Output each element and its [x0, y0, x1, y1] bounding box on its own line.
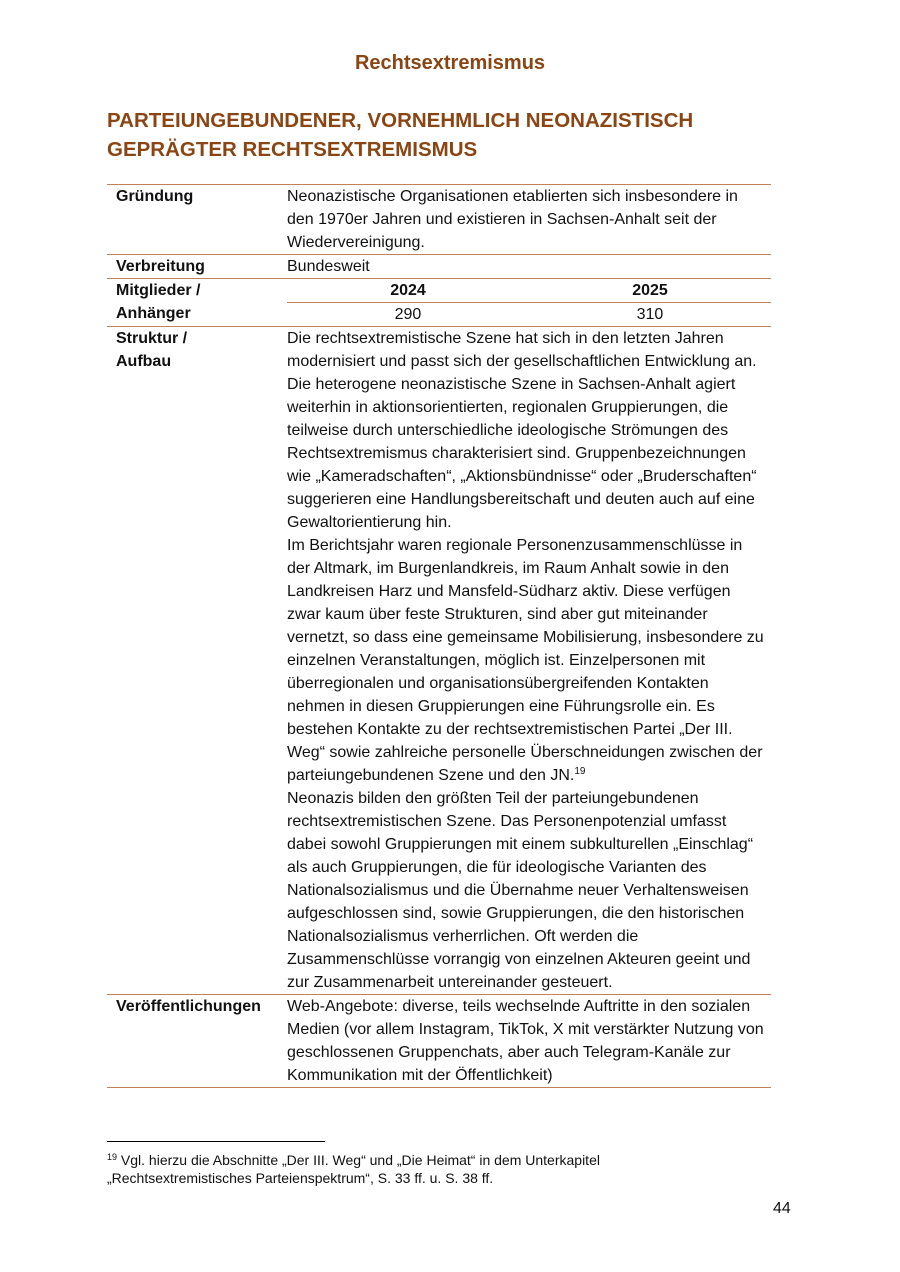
count-2025: 310: [636, 306, 664, 323]
struktur-label-line-1: Struktur /: [116, 330, 188, 347]
footnote-divider: [107, 1141, 325, 1142]
year-2025-header: 2025: [529, 279, 771, 303]
verbreitung-label: Verbreitung: [107, 255, 287, 279]
section-title: [107, 106, 787, 164]
section-title-line-1: PARTEIUNGEBUNDENER, VORNEHMLICH NEONAZISTISCH: [107, 109, 694, 132]
veroeffentlichungen-label: Veröffentlichungen: [107, 995, 287, 1088]
struktur-label-line-2: Aufbau: [116, 353, 172, 370]
table-row-verbreitung: [107, 255, 771, 279]
struktur-value: [287, 327, 771, 995]
struktur-paragraph-2-text: Im Berichtsjahr waren regionale Personenzusammenschlüsse in der Altmark, im Burgenlandkreis, im Raum Anhalt sowie in den Landkreisen Harz und Mansfeld-Südharz aktiv. Diese verfügen zwar kaum über feste Strukturen, sind aber gut miteinander vernetzt, so dass eine gemeinsame Mobilisierung, insbesondere zu einzelnen Veranstaltungen, möglich ist. Einzelpersonen mit überregionalen und organisationsübergreifenden Kontakten nehmen in diesen Gruppierungen eine Führungsrolle ein. Es bestehen Kontakte zu der rechtsextremistischen Partei „Der III. Weg“ sowie zahlreiche personelle Überschneidungen zwischen der parteiungebundenen Szene und den JN.: [287, 537, 764, 784]
table-row-veroeffentlichungen: [107, 995, 771, 1088]
verbreitung-value: Bundesweit: [287, 255, 771, 279]
mitglieder-label: [107, 279, 287, 327]
struktur-label: [107, 327, 287, 995]
struktur-paragraph-3: Neonazis bilden den größten Teil der parteiungebundenen rechtsextremistischen Szene. Das Personenpotenzial umfasst dabei sowohl Gruppierungen mit einem subkulturellen „Einschlag“ als auch Gruppierungen, die für ideologische Varianten des Nationalsozialismus und die Übernahme neuer Verhaltensweisen aufgeschlossen sind, sowie Gruppierungen, die den historischen Nationalsozialismus verherrlichen. Oft werden die Zusammenschlüsse vorrangig von einzelnen Akteuren geeint und zur Zusammenarbeit untereinander gesteuert.: [287, 790, 754, 991]
chapter-header: Rechtsextremismus: [354, 52, 546, 74]
section-title-line-2: GEPRÄGTER RECHTSEXTREMISMUS: [107, 138, 478, 161]
footnote: [107, 1151, 767, 1187]
fact-sheet-table: [107, 184, 771, 1088]
count-2024: 290: [394, 306, 422, 323]
mitglieder-label-line-2: Anhänger: [116, 305, 191, 322]
table-row-struktur: [107, 327, 771, 995]
footnote-text-line-2: „Rechtsextremistisches Parteienspektrum“, S. 33 ff. u. S. 38 ff.: [107, 1170, 494, 1186]
table-row-mitglieder-years: [107, 279, 771, 303]
mitglieder-label-line-1: Mitglieder /: [116, 282, 201, 299]
footnote-reference[interactable]: 19: [574, 766, 586, 777]
veroeffentlichungen-value: Web-Angebote: diverse, teils wechselnde Auftritte in den sozialen Medien (vor allem Instagram, TikTok, X mit verstärkter Nutzung von geschlossenen Gruppenchats, aber auch Telegram-Kanäle zur Kommunikation mit der Öffentlichkeit): [287, 995, 771, 1088]
page-number: 44: [773, 1200, 791, 1217]
table-row-gruendung: [107, 185, 771, 255]
year-2024-header: 2024: [287, 279, 529, 303]
footnote-number: 19: [107, 1152, 118, 1162]
gruendung-value: Neonazistische Organisationen etablierten sich insbesondere in den 1970er Jahren und existieren in Sachsen-Anhalt seit der Wiedervereinigung.: [287, 185, 771, 255]
struktur-paragraph-1: Die rechtsextremistische Szene hat sich in den letzten Jahren modernisiert und passt sich der gesellschaftlichen Entwicklung an. Die heterogene neonazistische Szene in Sachsen-Anhalt agiert weiterhin in aktionsorientierten, regionalen Gruppierungen, die teilweise durch unterschiedliche ideologische Strömungen des Rechtsextremismus charakterisiert sind. Gruppenbezeichnungen wie „Kameradschaften“, „Aktionsbündnisse“ oder „Bruderschaften“ suggerieren eine Handlungsbereitschaft und deuten auch auf eine Gewaltorientierung hin.: [287, 330, 757, 531]
gruendung-label: Gründung: [107, 185, 287, 255]
struktur-paragraph-2: [287, 534, 765, 787]
footnote-line-1: [107, 1151, 767, 1169]
footnote-text-line-1: Vgl. hierzu die Abschnitte „Der III. Weg“ und „Die Heimat“ in dem Unterkapitel: [120, 1152, 600, 1168]
